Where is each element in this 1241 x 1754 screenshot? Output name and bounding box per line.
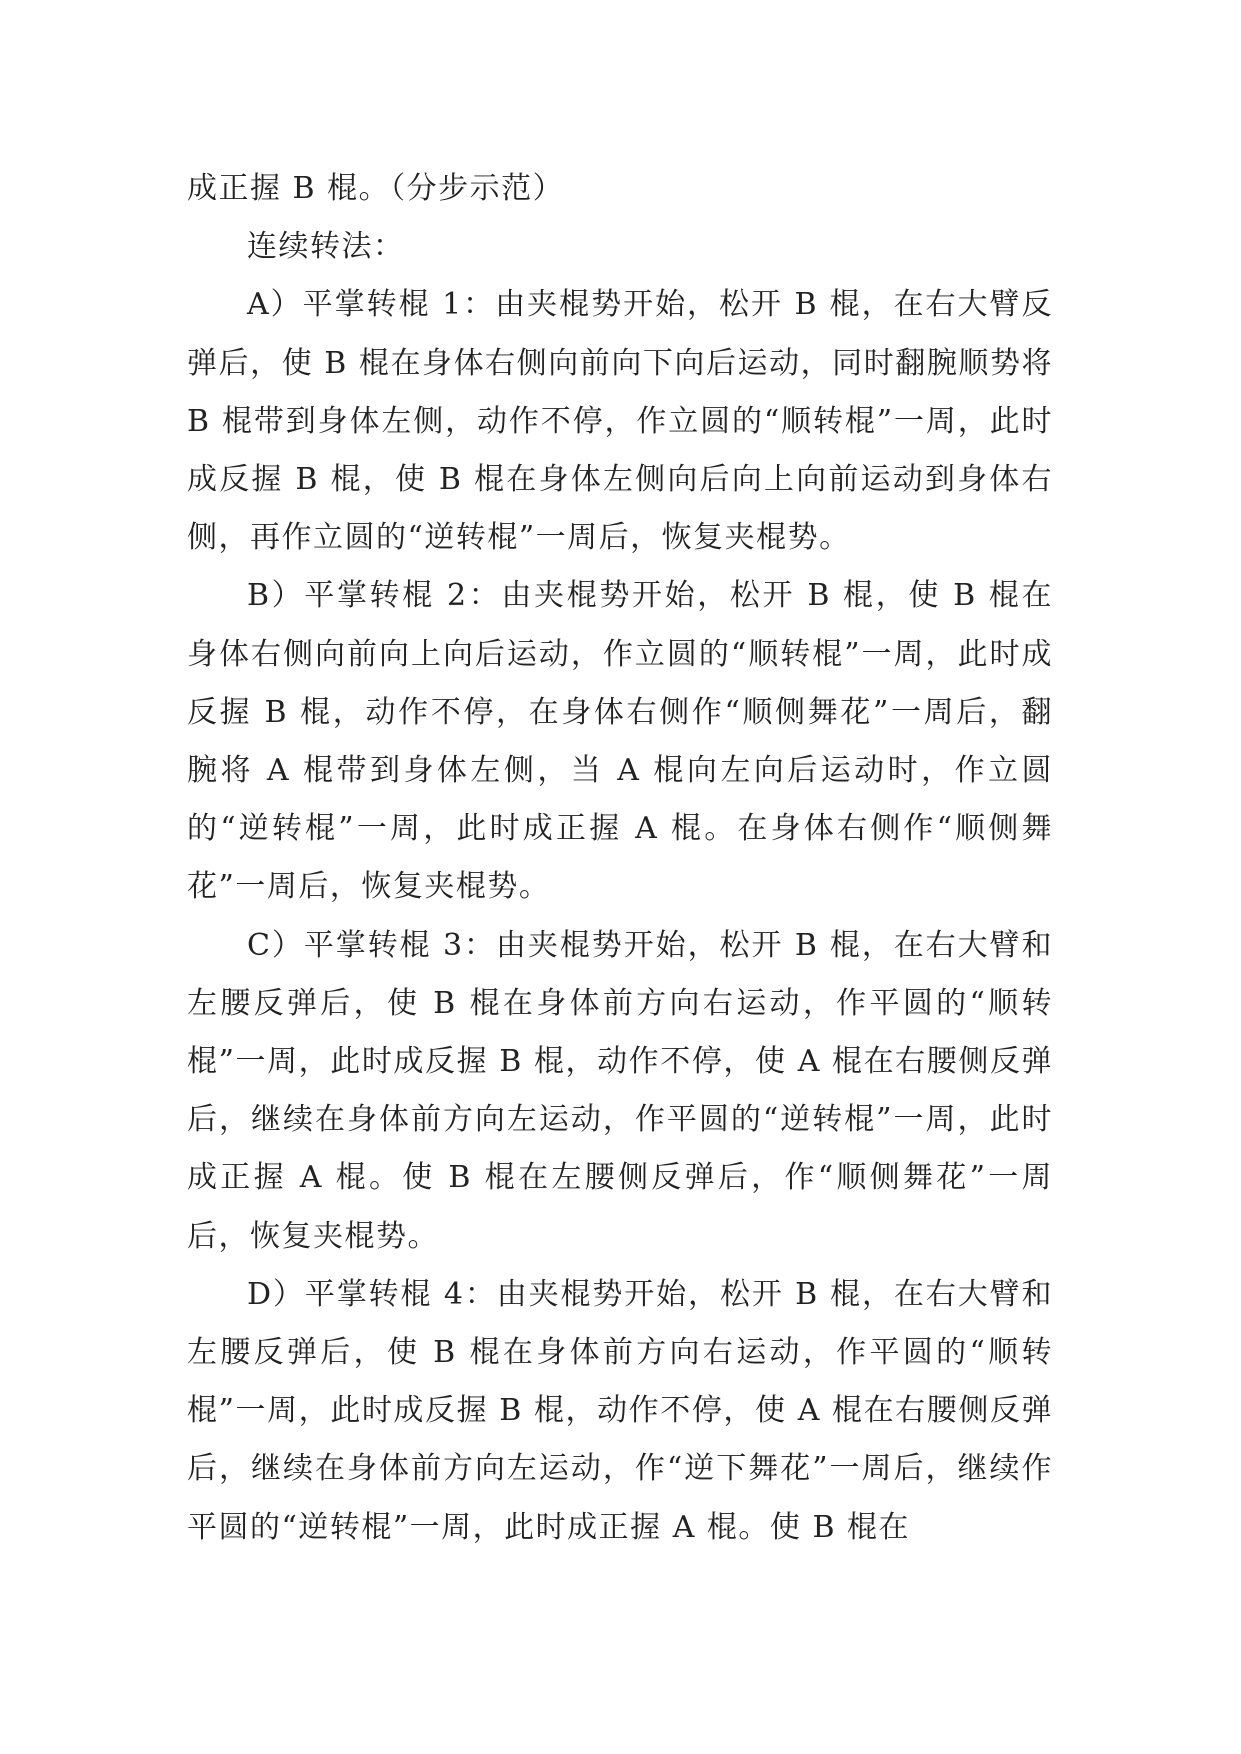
paragraph-method-a: A）平掌转棍 1：由夹棍势开始，松开 B 棍，在右大臂反弹后，使 B 棍在身体右侧向前向下向后运动，同时翻腕顺势将 B 棍带到身体左侧，动作不停，作立圆的“顺转棍”一周，此时成反握 B 棍，使 B 棍在身体左侧向后向上向前运动到身体右侧，再作立圆的“逆转棍”一周后，恢复夹棍势。 xyxy=(187,287,1053,556)
paragraph-method-b: B）平掌转棍 2：由夹棍势开始，松开 B 棍，使 B 棍在身体右侧向前向上向后运动，作立圆的“顺转棍”一周，此时成反握 B 棍，动作不停，在身体右侧作“顺侧舞花”一周后，翻腕将 A 棍带到身体左侧，当 A 棍向左向后运动时，作立圆的“逆转棍”一周，此时成正握 A 棍。在身体右侧作“顺侧舞花”一周后，恢复夹棍势。 xyxy=(187,578,1053,905)
paragraph-heading-continuous-methods: 连续转法： xyxy=(247,229,405,265)
document-body xyxy=(187,160,1053,1557)
paragraph-method-d: D）平掌转棍 4：由夹棍势开始，松开 B 棍，在右大臂和左腰反弹后，使 B 棍在身体前方向右运动，作平圆的“顺转棍”一周，此时成反握 B 棍，动作不停，使 A 棍在右腰侧反弹后，继续在身体前方向左运动，作“逆下舞花”一周后，继续作平圆的“逆转棍”一周，此时成正握 A 棍。使 B 棍在 xyxy=(187,1276,1053,1545)
paragraph-method-c: C）平掌转棍 3：由夹棍势开始，松开 B 棍，在右大臂和左腰反弹后，使 B 棍在身体前方向右运动，作平圆的“顺转棍”一周，此时成反握 B 棍，动作不停，使 A 棍在右腰侧反弹后，继续在身体前方向左运动，作平圆的“逆转棍”一周，此时成正握 A 棍。使 B 棍在左腰侧反弹后，作“顺侧舞花”一周后，恢复夹棍势。 xyxy=(187,927,1053,1254)
paragraph-continuation: 成正握 B 棍。（分步示范） xyxy=(187,171,565,206)
